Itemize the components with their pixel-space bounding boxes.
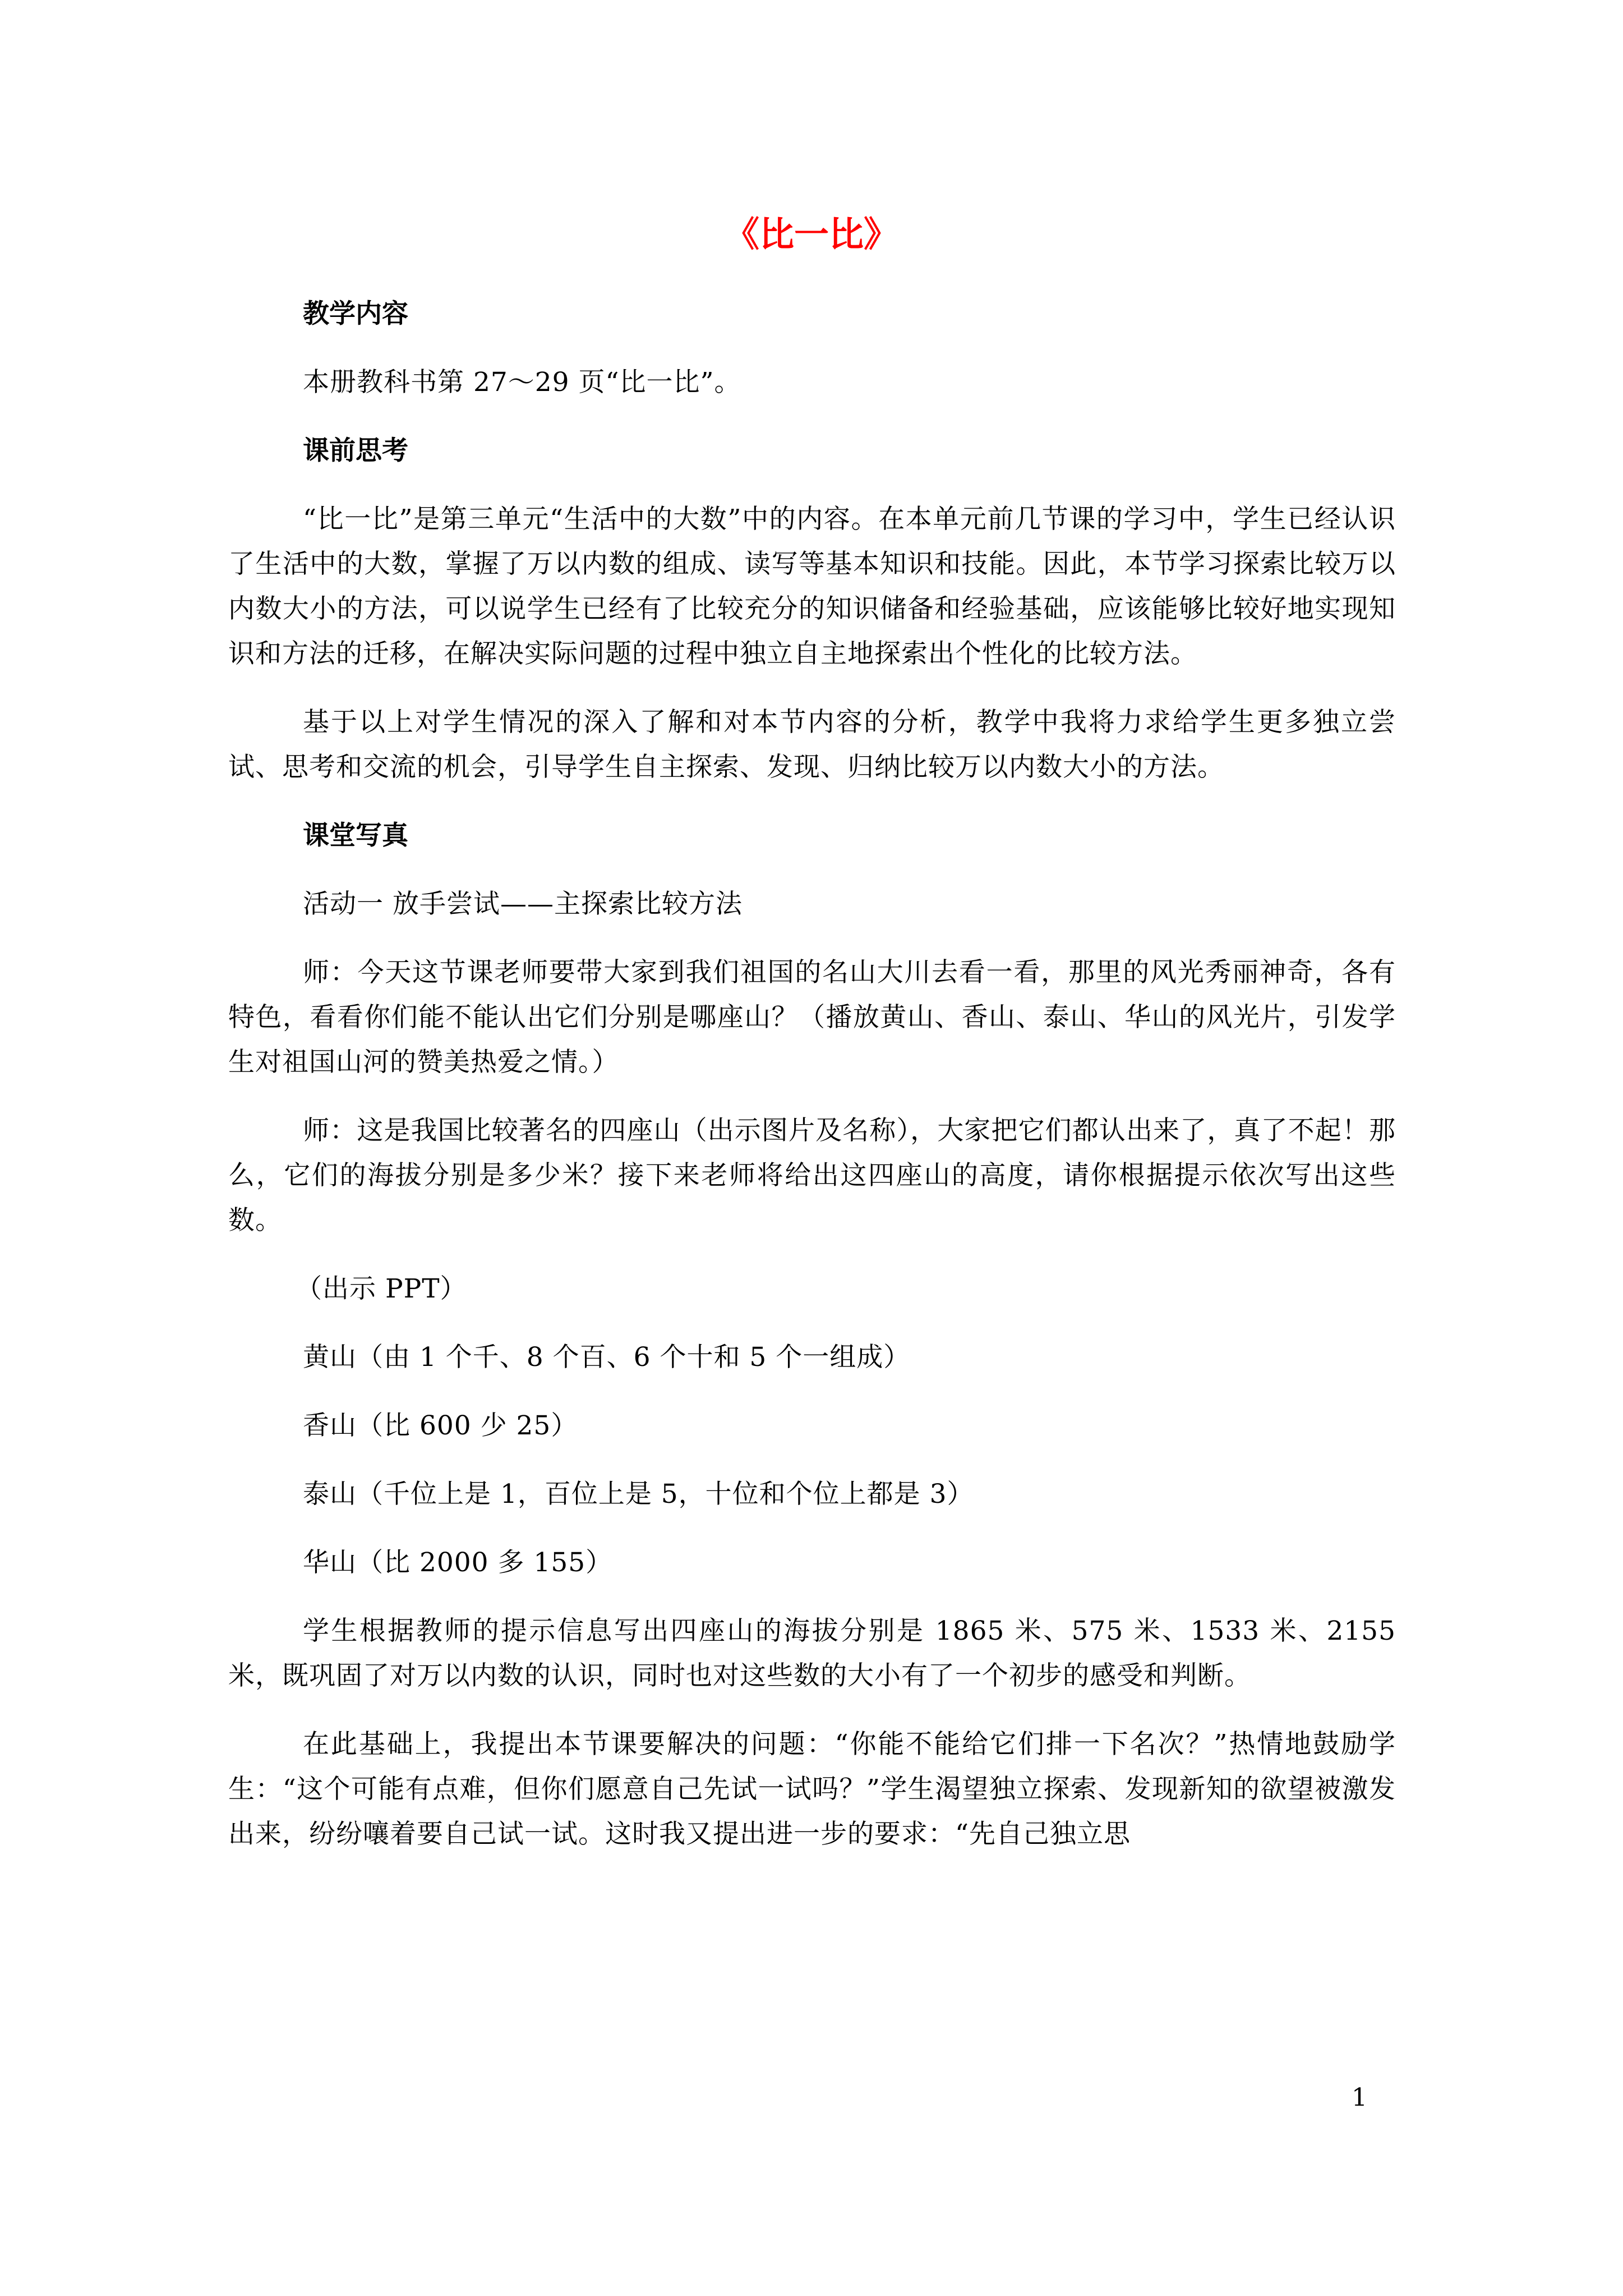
- ppt-note: （出示 PPT）: [296, 1273, 467, 1304]
- section-heading-teaching-content: 教学内容: [303, 298, 408, 329]
- page-number: 1: [1352, 2083, 1367, 2112]
- document-body: [228, 292, 1396, 1880]
- activity-title: 活动一 放手尝试——主探索比较方法: [303, 889, 743, 919]
- hint-huangshan: 黄山（由 1 个千、8 个百、6 个十和 5 个一组成）: [303, 1342, 911, 1373]
- section-heading-classroom-record: 课堂写真: [303, 820, 408, 851]
- hint-xiangshan: 香山（比 600 少 25）: [303, 1410, 578, 1441]
- student-response-paragraph: 学生根据教师的提示信息写出四座山的海拔分别是 1865 米、575 米、1533 米、2155 米，既巩固了对万以内数的认识，同时也对这些数的大小有了一个初步的感受和判断。: [228, 1616, 1396, 1691]
- teacher-dialogue-2: 师：这是我国比较著名的四座山（出示图片及名称），大家把它们都认出来了，真了不起！那么，它们的海拔分别是多少米？接下来老师将给出这四座山的高度，请你根据提示依次写出这些数。: [228, 1115, 1396, 1236]
- page-title: 《比一比》: [724, 214, 898, 255]
- hint-huashan: 华山（比 2000 多 155）: [303, 1547, 613, 1578]
- problem-posing-paragraph: 在此基础上，我提出本节课要解决的问题：“你能不能给它们排一下名次？”热情地鼓励学生：“这个可能有点难，但你们愿意自己先试一试吗？”学生渴望独立探索、发现新知的欲望被激发出来，纷纷嚷着要自己试一试。这时我又提出进一步的要求：“先自己独立思: [228, 1729, 1396, 1849]
- hint-taishan: 泰山（千位上是 1，百位上是 5，十位和个位上都是 3）: [303, 1479, 974, 1510]
- teaching-content-text: 本册教科书第 27～29 页“比一比”。: [303, 367, 741, 398]
- section-heading-pre-class-thinking: 课前思考: [303, 435, 408, 466]
- pre-class-thinking-paragraph-2: 基于以上对学生情况的深入了解和对本节内容的分析，教学中我将力求给学生更多独立尝试、思考和交流的机会，引导学生自主探索、发现、归纳比较万以内数大小的方法。: [228, 707, 1396, 783]
- pre-class-thinking-paragraph-1: “比一比”是第三单元“生活中的大数”中的内容。在本单元前几节课的学习中，学生已经认识了生活中的大数，掌握了万以内数的组成、读写等基本知识和技能。因此，本节学习探索比较万以内数大小的方法，可以说学生已经有了比较充分的知识储备和经验基础，应该能够比较好地实现知识和方法的迁移，在解决实际问题的过程中独立自主地探索出个性化的比较方法。: [228, 504, 1396, 669]
- teacher-dialogue-1: 师：今天这节课老师要带大家到我们祖国的名山大川去看一看，那里的风光秀丽神奇，各有特色，看看你们能不能认出它们分别是哪座山？（播放黄山、香山、泰山、华山的风光片，引发学生对祖国山河的赞美热爱之情。）: [228, 957, 1396, 1078]
